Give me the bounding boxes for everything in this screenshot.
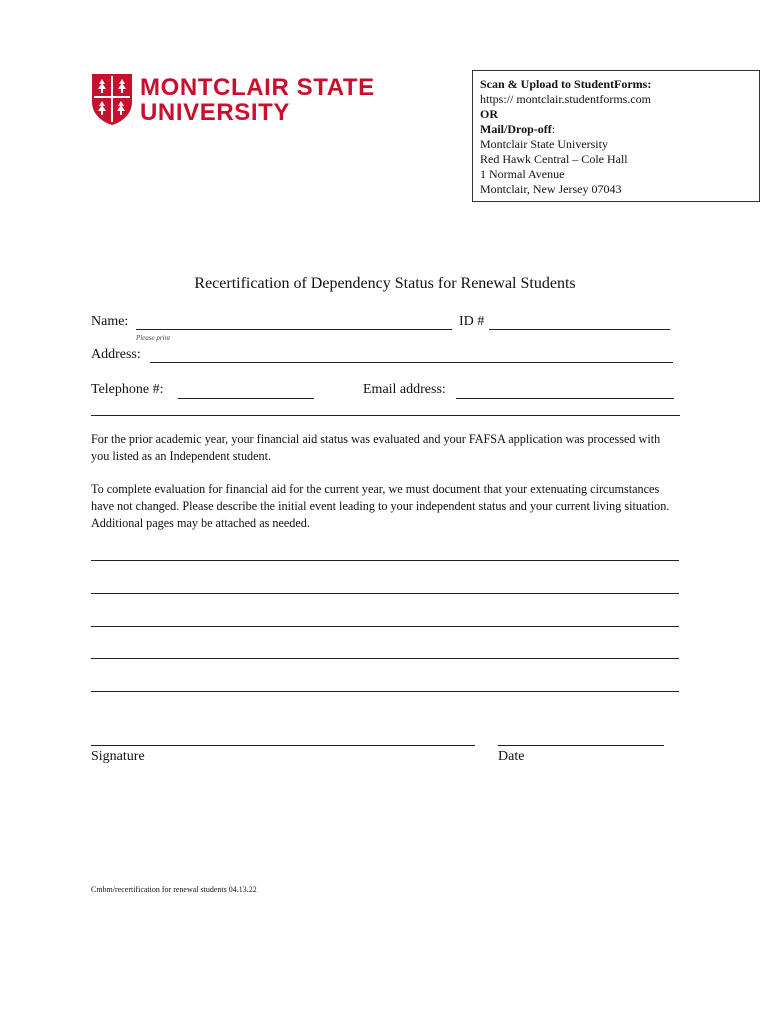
address-line: 1 Normal Avenue <box>480 167 565 181</box>
response-line-5[interactable] <box>91 691 679 692</box>
form-title: Recertification of Dependency Status for Renewal Students <box>194 275 576 292</box>
date-field[interactable] <box>498 745 664 746</box>
prior-year-paragraph: For the prior academic year, your financial aid status was evaluated and your FAFSA application was processed with you listed as an Independent student. <box>91 432 661 463</box>
document-reference: Cmbm/recertification for renewal students 04.13.22 <box>91 885 257 894</box>
logo-text-university: UNIVERSITY <box>140 99 291 126</box>
email-field[interactable] <box>456 398 674 399</box>
mail-dropoff-colon: : <box>551 122 556 136</box>
id-label: ID # <box>459 314 485 329</box>
response-line-1[interactable] <box>91 560 679 561</box>
email-label: Email address: <box>363 382 446 397</box>
scan-upload-heading: Scan & Upload to StudentForms: <box>480 77 652 91</box>
section-divider <box>91 415 680 416</box>
telephone-label: Telephone #: <box>91 382 164 397</box>
instructions-paragraph: To complete evaluation for financial aid for the current year, we must document that your extenuating circumstances have not changed. Please describe the initial event leading to your independent status and your current living situation. Additional pages may be attached as needed. <box>91 482 670 530</box>
studentforms-url: https:// montclair.studentforms.com <box>480 92 651 106</box>
response-line-3[interactable] <box>91 626 679 627</box>
date-label: Date <box>498 749 525 764</box>
address-field[interactable] <box>150 362 673 363</box>
university-logo <box>90 72 390 128</box>
response-line-2[interactable] <box>91 593 679 594</box>
address-label: Address: <box>91 347 141 362</box>
address-line: Montclair State University <box>480 137 608 151</box>
mail-dropoff-heading-row <box>480 122 759 137</box>
address-line: Montclair, New Jersey 07043 <box>480 182 622 196</box>
or-separator: OR <box>480 107 498 121</box>
telephone-field[interactable] <box>178 398 314 399</box>
name-field[interactable] <box>136 329 452 330</box>
submission-instructions-box <box>472 70 760 202</box>
signature-label: Signature <box>91 749 145 764</box>
id-field[interactable] <box>489 329 670 330</box>
mail-dropoff-heading: Mail/Drop-off <box>480 122 552 136</box>
address-line: Red Hawk Central – Cole Hall <box>480 152 628 166</box>
response-line-4[interactable] <box>91 658 679 659</box>
name-label: Name: <box>91 314 129 329</box>
signature-field[interactable] <box>91 745 475 746</box>
name-hint: Please print <box>136 334 171 342</box>
logo-text-montclair-state: MONTCLAIR STATE <box>140 74 375 101</box>
shield-icon <box>90 72 134 126</box>
